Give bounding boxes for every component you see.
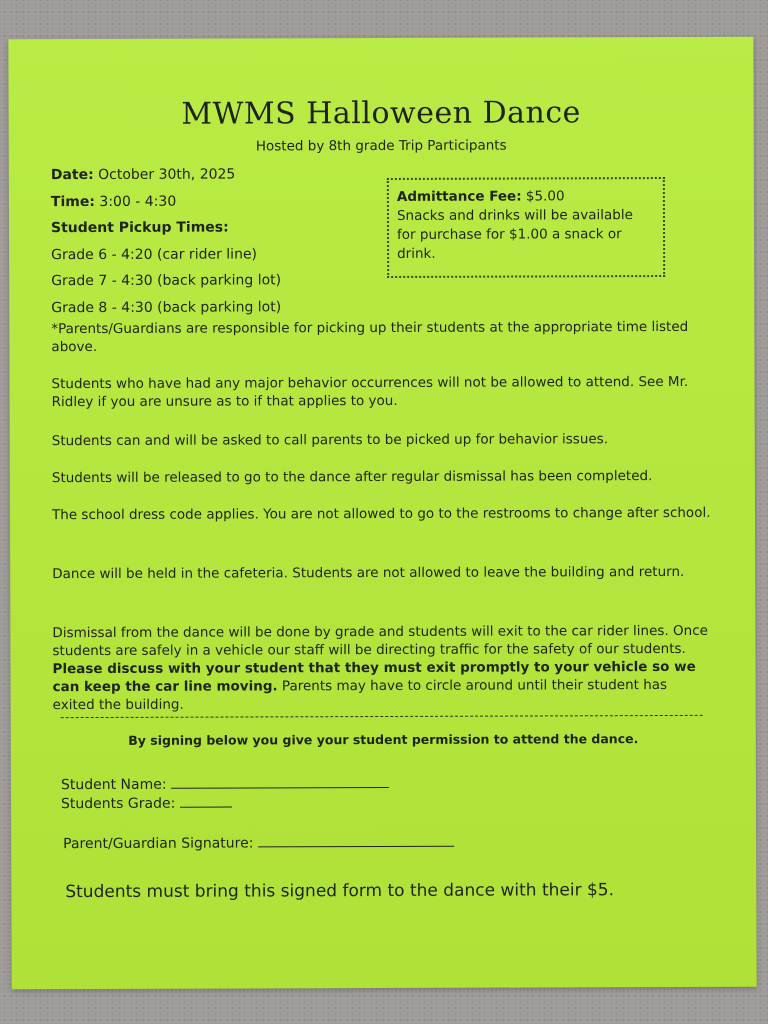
flyer-title: MWMS Halloween Dance (181, 95, 581, 132)
release-note: Students will be released to go to the dance after regular dismissal has been completed. (51, 468, 653, 487)
fee-line (389, 187, 663, 207)
student-grade-label: Students Grade: (60, 795, 176, 813)
guardian-signature-blank[interactable] (258, 834, 454, 848)
date-label: Date: (50, 167, 94, 184)
fee-note-line: Snacks and drinks will be available (396, 207, 633, 224)
dismissal-text: Dismissal from the dance will be done by grade and students will exit to the car rider lines. Once students are safely in a vehicle our staff will be directing traffic for the safety of our students. (52, 622, 708, 660)
date-line (51, 167, 236, 184)
cut-line-divider (61, 715, 703, 718)
location-note: Dance will be held in the cafeteria. Students are not allowed to leave the building and return. (52, 563, 685, 583)
parents-responsibility-note: *Parents/Guardians are responsible for picking up their students at the appropriate time listed above. (51, 318, 689, 356)
dismissal-note (52, 622, 712, 714)
guardian-signature-field (63, 834, 454, 852)
time-line (51, 194, 176, 210)
fee-note-line: for purchase for $1.00 a snack or (397, 226, 622, 243)
time-value: 3:00 - 4:30 (99, 193, 177, 210)
date-value: October 30th, 2025 (98, 166, 236, 183)
dismissal-end-text: Parents may have to circle around until their student has exited the building. (52, 677, 668, 714)
behavior-pickup-note: Students can and will be asked to call parents to be picked up for behavior issues. (51, 431, 609, 450)
flyer-paper (8, 37, 756, 990)
guardian-signature-label: Parent/Guardian Signature: (63, 835, 254, 853)
dismissal-emphasis: Please discuss with your student that they must exit promptly to your vehicle so we can keep the car line moving. (52, 658, 696, 696)
pickup-time-grade-6: Grade 6 - 4:20 (car rider line) (51, 246, 258, 264)
dress-code-note: The school dress code applies. You are not allowed to go to the restrooms to change after school. (51, 504, 711, 524)
student-name-label: Student Name: (60, 776, 167, 794)
pickup-time-grade-8: Grade 8 - 4:30 (back parking lot) (51, 299, 282, 317)
fee-note-line: drink. (397, 245, 436, 262)
flyer-subtitle: Hosted by 8th grade Trip Participants (255, 137, 507, 155)
time-label: Time: (50, 194, 95, 211)
behavior-policy: Students who have had any major behavior occurrences will not be allowed to attend. See Mr. Ridley if you are unsure as to if that applies to you. (51, 373, 689, 411)
student-grade-blank[interactable] (180, 795, 232, 808)
consent-statement: By signing below you give your student permission to attend the dance. (128, 731, 639, 748)
footer-reminder: Students must bring this signed form to the dance with their $5. (65, 880, 615, 903)
fee-amount: $5.00 (525, 188, 565, 205)
admittance-fee-box (387, 177, 665, 278)
student-name-field (61, 775, 389, 793)
student-name-blank[interactable] (171, 775, 389, 789)
pickup-time-grade-7: Grade 7 - 4:30 (back parking lot) (51, 272, 282, 290)
pickup-heading: Student Pickup Times: (50, 219, 229, 237)
fee-label: Admittance Fee: (396, 188, 522, 205)
student-grade-field (61, 795, 232, 813)
